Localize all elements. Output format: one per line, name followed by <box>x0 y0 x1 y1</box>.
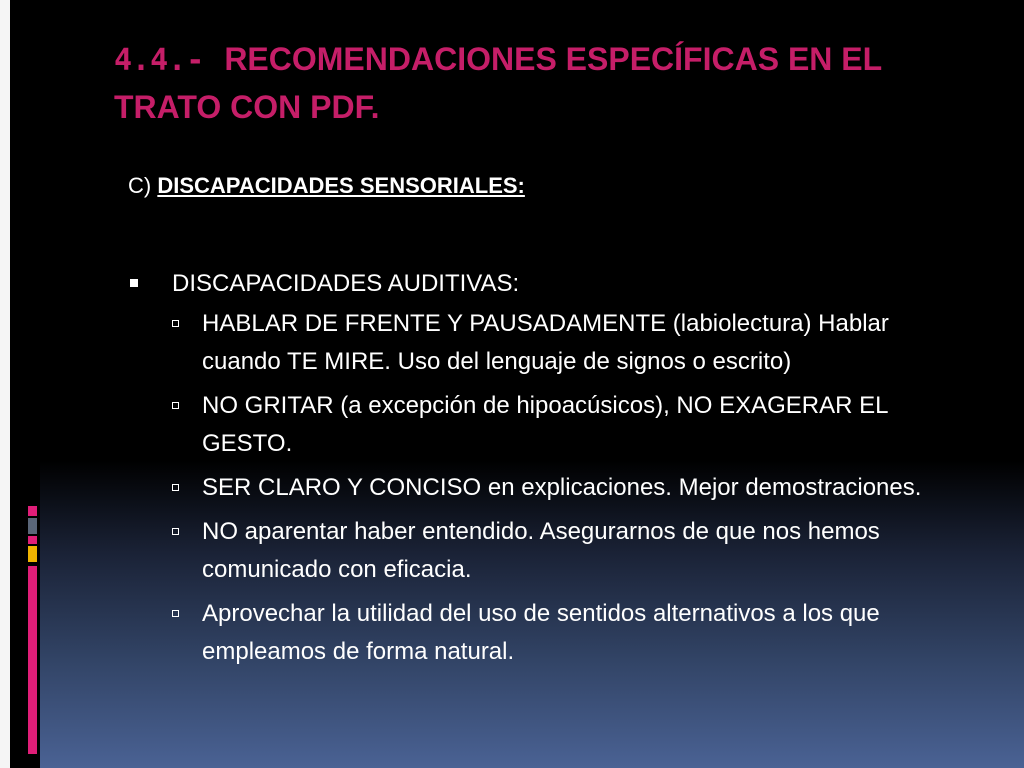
pink-accent-bar-top <box>28 506 37 516</box>
list-item <box>170 469 970 507</box>
title-text: RECOMENDACIONES ESPECÍFICAS EN EL TRATO CON PDF. <box>114 41 882 125</box>
slide-title <box>114 36 974 130</box>
pink-accent-bar-long <box>28 566 37 754</box>
gray-accent-bar <box>28 518 37 534</box>
left-decoration-strip <box>0 0 40 768</box>
subheading-prefix: C) <box>128 173 152 198</box>
list-item-text: HABLAR DE FRENTE Y PAUSADAMENTE (labiolectura) Hablar cuando TE MIRE. Uso del lenguaje de signos o escrito) <box>202 310 889 375</box>
pink-accent-bar-mid <box>28 536 37 544</box>
list-item-text: SER CLARO Y CONCISO en explicaciones. Mejor demostraciones. <box>202 474 922 501</box>
list-item-text: NO aparentar haber entendido. Asegurarnos de que nos hemos comunicado con eficacia. <box>202 518 880 583</box>
list-item <box>170 387 970 463</box>
list-item <box>170 513 970 589</box>
list-item-text: NO GRITAR (a excepción de hipoacúsicos), NO EXAGERAR EL GESTO. <box>202 392 888 457</box>
list-item <box>170 595 970 671</box>
list-item-text: Aprovechar la utilidad del uso de sentidos alternativos a los que empleamos de forma natural. <box>202 600 880 665</box>
section-bullet <box>128 265 988 303</box>
yellow-accent-bar <box>28 546 37 562</box>
white-edge-line <box>0 0 10 768</box>
subheading <box>128 173 525 199</box>
subheading-text: DISCAPACIDADES SENSORIALES: <box>157 173 525 198</box>
bullet-content <box>128 265 988 677</box>
list-item <box>170 305 970 381</box>
title-number: 4.4.- <box>114 43 205 78</box>
section-label: DISCAPACIDADES AUDITIVAS: <box>172 270 520 297</box>
